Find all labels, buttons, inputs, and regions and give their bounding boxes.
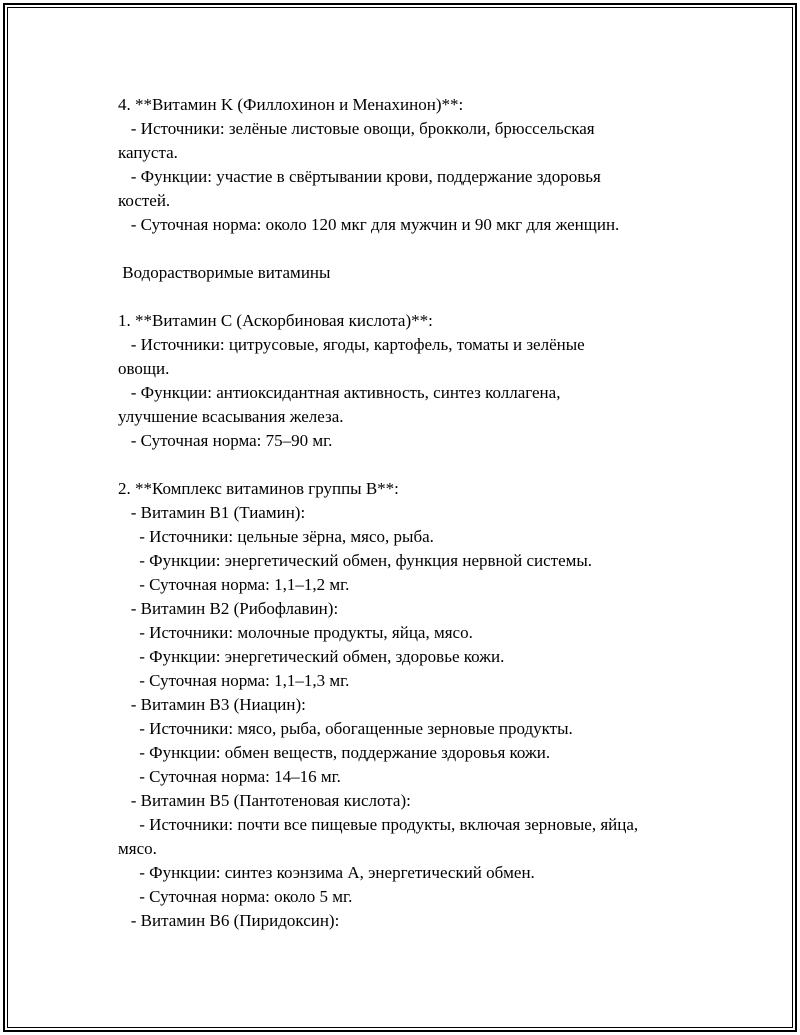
text-line: - Функции: энергетический обмен, функция нервной системы.: [118, 551, 593, 570]
text-line: улучшение всасывания железа.: [118, 407, 344, 426]
blank-line: [118, 237, 718, 261]
text-line: - Суточная норма: около 5 мг.: [118, 887, 353, 906]
text-line: - Источники: почти все пищевые продукты, включая зерновые, яйца,: [118, 815, 639, 834]
text-line: - Витамин B1 (Тиамин):: [118, 503, 306, 522]
text-line: - Источники: молочные продукты, яйца, мясо.: [118, 623, 473, 642]
text-line: - Источники: мясо, рыба, обогащенные зерновые продукты.: [118, 719, 573, 738]
text-line: - Источники: цельные зёрна, мясо, рыба.: [118, 527, 434, 546]
text-line: - Суточная норма: 1,1–1,2 мг.: [118, 575, 350, 594]
text-line: - Суточная норма: 14–16 мг.: [118, 767, 341, 786]
text-line: мясо.: [118, 839, 157, 858]
text-line: - Суточная норма: 1,1–1,3 мг.: [118, 671, 350, 690]
blank-line: [118, 285, 718, 309]
text-line: - Витамин B6 (Пиридоксин):: [118, 911, 340, 930]
text-line: - Функции: участие в свёртывании крови, поддержание здоровья: [118, 167, 601, 186]
text-line: - Витамин B3 (Ниацин):: [118, 695, 306, 714]
blank-line: [118, 453, 718, 477]
text-line: 4. **Витамин K (Филлохинон и Менахинон)**:: [118, 95, 464, 114]
text-line: овощи.: [118, 359, 170, 378]
text-line: - Функции: энергетический обмен, здоровье кожи.: [118, 647, 505, 666]
text-line: - Функции: обмен веществ, поддержание здоровья кожи.: [118, 743, 551, 762]
text-line: 2. **Комплекс витаминов группы B**:: [118, 479, 399, 498]
text-line: - Источники: цитрусовые, ягоды, картофель, томаты и зелёные: [118, 335, 585, 354]
text-line: - Функции: антиоксидантная активность, синтез коллагена,: [118, 383, 561, 402]
text-line: - Суточная норма: около 120 мкг для мужчин и 90 мкг для женщин.: [118, 215, 620, 234]
document-text: [118, 93, 718, 933]
text-line: Водорастворимые витамины: [118, 263, 331, 282]
text-line: - Витамин B2 (Рибофлавин):: [118, 599, 339, 618]
text-line: - Витамин B5 (Пантотеновая кислота):: [118, 791, 411, 810]
text-line: - Функции: синтез коэнзима A, энергетический обмен.: [118, 863, 535, 882]
text-line: - Суточная норма: 75–90 мг.: [118, 431, 333, 450]
text-line: капуста.: [118, 143, 178, 162]
text-line: костей.: [118, 191, 171, 210]
text-line: - Источники: зелёные листовые овощи, брокколи, брюссельская: [118, 119, 595, 138]
text-line: 1. **Витамин C (Аскорбиновая кислота)**:: [118, 311, 433, 330]
